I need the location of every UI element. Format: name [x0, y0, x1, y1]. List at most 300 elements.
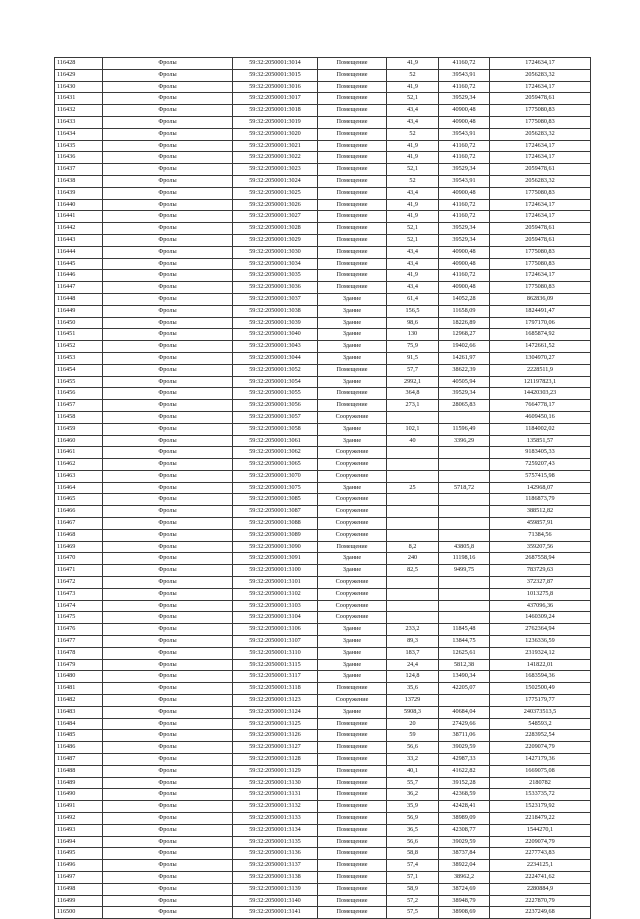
object-type-cell: Помещение: [318, 282, 387, 294]
table-row: [55, 282, 591, 294]
cadastral-value-cell: 2280884,9: [490, 883, 591, 895]
row-number-cell: 116456: [55, 388, 103, 400]
object-type-cell: Помещение: [318, 848, 387, 860]
area-cell: 55,7: [387, 777, 439, 789]
cadastral-number-cell: 59:32:2050001:3040: [233, 329, 318, 341]
unit-value-cell: 39529,34: [439, 388, 490, 400]
locality-cell: Фролы: [103, 293, 233, 305]
cadastral-value-cell: 1775080,83: [490, 116, 591, 128]
cadastral-value-cell: 2218479,22: [490, 813, 591, 825]
area-cell: 89,3: [387, 636, 439, 648]
object-type-cell: Помещение: [318, 754, 387, 766]
cadastral-number-cell: 59:32:2050001:3125: [233, 718, 318, 730]
cadastral-value-cell: 1775080,83: [490, 246, 591, 258]
locality-cell: Фролы: [103, 518, 233, 530]
area-cell: [387, 470, 439, 482]
table-row: [55, 258, 591, 270]
area-cell: 41,9: [387, 81, 439, 93]
locality-cell: Фролы: [103, 282, 233, 294]
cadastral-number-cell: 59:32:2050001:3028: [233, 223, 318, 235]
table-row: [55, 730, 591, 742]
locality-cell: Фролы: [103, 541, 233, 553]
unit-value-cell: [439, 577, 490, 589]
unit-value-cell: 39029,59: [439, 742, 490, 754]
area-cell: 56,6: [387, 742, 439, 754]
locality-cell: Фролы: [103, 459, 233, 471]
object-type-cell: Помещение: [318, 140, 387, 152]
table-row: [55, 423, 591, 435]
locality-cell: Фролы: [103, 352, 233, 364]
cadastral-number-cell: 59:32:2050001:3014: [233, 58, 318, 70]
unit-value-cell: 39529,34: [439, 223, 490, 235]
area-cell: 8,2: [387, 541, 439, 553]
locality-cell: Фролы: [103, 128, 233, 140]
row-number-cell: 116483: [55, 706, 103, 718]
row-number-cell: 116496: [55, 860, 103, 872]
area-cell: 59: [387, 730, 439, 742]
row-number-cell: 116494: [55, 836, 103, 848]
area-cell: [387, 518, 439, 530]
cadastral-number-cell: 59:32:2050001:3110: [233, 647, 318, 659]
row-number-cell: 116458: [55, 411, 103, 423]
row-number-cell: 116459: [55, 423, 103, 435]
object-type-cell: Помещение: [318, 199, 387, 211]
object-type-cell: Помещение: [318, 730, 387, 742]
row-number-cell: 116485: [55, 730, 103, 742]
row-number-cell: 116439: [55, 187, 103, 199]
unit-value-cell: 41160,72: [439, 211, 490, 223]
object-type-cell: Сооружение: [318, 494, 387, 506]
row-number-cell: 116446: [55, 270, 103, 282]
unit-value-cell: 41160,72: [439, 140, 490, 152]
row-number-cell: 116499: [55, 895, 103, 907]
locality-cell: Фролы: [103, 234, 233, 246]
locality-cell: Фролы: [103, 199, 233, 211]
object-type-cell: Помещение: [318, 801, 387, 813]
area-cell: 40,1: [387, 765, 439, 777]
cadastral-number-cell: 59:32:2050001:3090: [233, 541, 318, 553]
locality-cell: Фролы: [103, 364, 233, 376]
table-row: [55, 246, 591, 258]
cadastral-value-cell: 2234125,1: [490, 860, 591, 872]
cadastral-value-cell: 71384,56: [490, 529, 591, 541]
unit-value-cell: [439, 529, 490, 541]
row-number-cell: 116442: [55, 223, 103, 235]
object-type-cell: Здание: [318, 706, 387, 718]
cadastral-value-cell: 4609450,16: [490, 411, 591, 423]
unit-value-cell: [439, 600, 490, 612]
locality-cell: Фролы: [103, 777, 233, 789]
cadastral-value-cell: 1013275,8: [490, 588, 591, 600]
cadastral-value-cell: 437096,36: [490, 600, 591, 612]
row-number-cell: 116434: [55, 128, 103, 140]
area-cell: 24,4: [387, 659, 439, 671]
table-row: [55, 506, 591, 518]
cadastral-value-cell: 388512,82: [490, 506, 591, 518]
row-number-cell: 116469: [55, 541, 103, 553]
unit-value-cell: 38622,39: [439, 364, 490, 376]
object-type-cell: Здание: [318, 376, 387, 388]
object-type-cell: Помещение: [318, 718, 387, 730]
unit-value-cell: 5718,72: [439, 482, 490, 494]
unit-value-cell: [439, 695, 490, 707]
cadastral-value-cell: 1724634,17: [490, 58, 591, 70]
area-cell: 52,1: [387, 164, 439, 176]
area-cell: 5908,3: [387, 706, 439, 718]
row-number-cell: 116447: [55, 282, 103, 294]
cadastral-number-cell: 59:32:2050001:3027: [233, 211, 318, 223]
row-number-cell: 116431: [55, 93, 103, 105]
cadastral-number-cell: 59:32:2050001:3035: [233, 270, 318, 282]
object-type-cell: Сооружение: [318, 577, 387, 589]
table-row: [55, 624, 591, 636]
unit-value-cell: 14052,28: [439, 293, 490, 305]
locality-cell: Фролы: [103, 659, 233, 671]
row-number-cell: 116433: [55, 116, 103, 128]
object-type-cell: Здание: [318, 305, 387, 317]
area-cell: 57,5: [387, 907, 439, 919]
row-number-cell: 116440: [55, 199, 103, 211]
object-type-cell: Сооружение: [318, 588, 387, 600]
table-row: [55, 871, 591, 883]
object-type-cell: Здание: [318, 647, 387, 659]
area-cell: 102,1: [387, 423, 439, 435]
object-type-cell: Помещение: [318, 895, 387, 907]
table-row: [55, 81, 591, 93]
table-row: [55, 128, 591, 140]
locality-cell: Фролы: [103, 754, 233, 766]
row-number-cell: 116498: [55, 883, 103, 895]
area-cell: 52: [387, 128, 439, 140]
object-type-cell: Сооружение: [318, 459, 387, 471]
object-type-cell: Помещение: [318, 58, 387, 70]
table-row: [55, 164, 591, 176]
table-row: [55, 470, 591, 482]
row-number-cell: 116464: [55, 482, 103, 494]
unit-value-cell: [439, 411, 490, 423]
locality-cell: Фролы: [103, 482, 233, 494]
row-number-cell: 116486: [55, 742, 103, 754]
row-number-cell: 116490: [55, 789, 103, 801]
locality-cell: Фролы: [103, 116, 233, 128]
table-row: [55, 765, 591, 777]
object-type-cell: Помещение: [318, 871, 387, 883]
table-body: [55, 58, 591, 919]
object-type-cell: Здание: [318, 671, 387, 683]
cadastral-number-cell: 59:32:2050001:3123: [233, 695, 318, 707]
area-cell: [387, 411, 439, 423]
area-cell: 156,5: [387, 305, 439, 317]
cadastral-value-cell: 1533735,72: [490, 789, 591, 801]
unit-value-cell: 42368,59: [439, 789, 490, 801]
object-type-cell: Сооружение: [318, 447, 387, 459]
cadastral-number-cell: 59:32:2050001:3141: [233, 907, 318, 919]
row-number-cell: 116445: [55, 258, 103, 270]
table-row: [55, 907, 591, 919]
locality-cell: Фролы: [103, 706, 233, 718]
cadastral-number-cell: 59:32:2050001:3130: [233, 777, 318, 789]
cadastral-number-cell: 59:32:2050001:3102: [233, 588, 318, 600]
locality-cell: Фролы: [103, 152, 233, 164]
locality-cell: Фролы: [103, 848, 233, 860]
locality-cell: Фролы: [103, 647, 233, 659]
table-row: [55, 376, 591, 388]
unit-value-cell: 40900,48: [439, 105, 490, 117]
table-row: [55, 836, 591, 848]
cadastral-value-cell: 1472661,52: [490, 341, 591, 353]
row-number-cell: 116465: [55, 494, 103, 506]
area-cell: 57,7: [387, 364, 439, 376]
cadastral-value-cell: 1502500,49: [490, 683, 591, 695]
table-row: [55, 636, 591, 648]
object-type-cell: Сооружение: [318, 518, 387, 530]
locality-cell: Фролы: [103, 813, 233, 825]
cadastral-number-cell: 59:32:2050001:3140: [233, 895, 318, 907]
area-cell: 52,1: [387, 223, 439, 235]
table-row: [55, 175, 591, 187]
locality-cell: Фролы: [103, 211, 233, 223]
cadastral-number-cell: 59:32:2050001:3039: [233, 317, 318, 329]
cadastral-number-cell: 59:32:2050001:3058: [233, 423, 318, 435]
locality-cell: Фролы: [103, 58, 233, 70]
unit-value-cell: 38948,79: [439, 895, 490, 907]
unit-value-cell: 41160,72: [439, 58, 490, 70]
area-cell: 43,4: [387, 116, 439, 128]
unit-value-cell: 39152,28: [439, 777, 490, 789]
table-row: [55, 565, 591, 577]
object-type-cell: Помещение: [318, 116, 387, 128]
table-row: [55, 801, 591, 813]
locality-cell: Фролы: [103, 824, 233, 836]
locality-cell: Фролы: [103, 423, 233, 435]
unit-value-cell: 11845,48: [439, 624, 490, 636]
cadastral-number-cell: 59:32:2050001:3134: [233, 824, 318, 836]
cadastral-number-cell: 59:32:2050001:3091: [233, 553, 318, 565]
row-number-cell: 116475: [55, 612, 103, 624]
area-cell: 56,9: [387, 813, 439, 825]
area-cell: 57,1: [387, 871, 439, 883]
cadastral-value-cell: 14420303,23: [490, 388, 591, 400]
table-row: [55, 541, 591, 553]
object-type-cell: Помещение: [318, 777, 387, 789]
unit-value-cell: 11198,16: [439, 553, 490, 565]
object-type-cell: Помещение: [318, 258, 387, 270]
locality-cell: Фролы: [103, 388, 233, 400]
object-type-cell: Помещение: [318, 388, 387, 400]
cadastral-value-cell: 2056283,32: [490, 175, 591, 187]
object-type-cell: Помещение: [318, 128, 387, 140]
cadastral-value-cell: 1775080,83: [490, 258, 591, 270]
unit-value-cell: 14261,97: [439, 352, 490, 364]
locality-cell: Фролы: [103, 400, 233, 412]
cadastral-number-cell: 59:32:2050001:3136: [233, 848, 318, 860]
unit-value-cell: [439, 588, 490, 600]
cadastral-value-cell: 1184002,02: [490, 423, 591, 435]
area-cell: 57,4: [387, 860, 439, 872]
table-row: [55, 529, 591, 541]
object-type-cell: Здание: [318, 293, 387, 305]
row-number-cell: 116477: [55, 636, 103, 648]
row-number-cell: 116452: [55, 341, 103, 353]
table-row: [55, 447, 591, 459]
object-type-cell: Здание: [318, 423, 387, 435]
object-type-cell: Здание: [318, 341, 387, 353]
row-number-cell: 116451: [55, 329, 103, 341]
table-row: [55, 388, 591, 400]
table-row: [55, 58, 591, 70]
row-number-cell: 116437: [55, 164, 103, 176]
unit-value-cell: 18226,89: [439, 317, 490, 329]
cadastral-number-cell: 59:32:2050001:3133: [233, 813, 318, 825]
cadastral-value-cell: 2237249,68: [490, 907, 591, 919]
unit-value-cell: 40505,94: [439, 376, 490, 388]
object-type-cell: Помещение: [318, 364, 387, 376]
unit-value-cell: 42428,41: [439, 801, 490, 813]
area-cell: [387, 506, 439, 518]
locality-cell: Фролы: [103, 624, 233, 636]
unit-value-cell: 41160,72: [439, 199, 490, 211]
area-cell: [387, 459, 439, 471]
unit-value-cell: 39543,91: [439, 128, 490, 140]
cadastral-value-cell: 1775080,83: [490, 282, 591, 294]
locality-cell: Фролы: [103, 246, 233, 258]
area-cell: 52,1: [387, 234, 439, 246]
table-row: [55, 659, 591, 671]
area-cell: [387, 612, 439, 624]
cadastral-number-cell: 59:32:2050001:3026: [233, 199, 318, 211]
cadastral-number-cell: 59:32:2050001:3128: [233, 754, 318, 766]
table-row: [55, 494, 591, 506]
cadastral-value-cell: 2056283,32: [490, 69, 591, 81]
locality-cell: Фролы: [103, 447, 233, 459]
cadastral-value-cell: 2059478,61: [490, 164, 591, 176]
cadastral-value-cell: 1724634,17: [490, 152, 591, 164]
cadastral-number-cell: 59:32:2050001:3070: [233, 470, 318, 482]
locality-cell: Фролы: [103, 789, 233, 801]
unit-value-cell: 39529,34: [439, 234, 490, 246]
object-type-cell: Помещение: [318, 824, 387, 836]
table-row: [55, 400, 591, 412]
unit-value-cell: [439, 518, 490, 530]
locality-cell: Фролы: [103, 577, 233, 589]
object-type-cell: Помещение: [318, 883, 387, 895]
cadastral-number-cell: 59:32:2050001:3024: [233, 175, 318, 187]
cadastral-value-cell: 240373513,5: [490, 706, 591, 718]
row-number-cell: 116495: [55, 848, 103, 860]
row-number-cell: 116428: [55, 58, 103, 70]
unit-value-cell: 5812,38: [439, 659, 490, 671]
unit-value-cell: 40900,48: [439, 246, 490, 258]
row-number-cell: 116481: [55, 683, 103, 695]
unit-value-cell: 39543,91: [439, 69, 490, 81]
area-cell: 58,9: [387, 883, 439, 895]
locality-cell: Фролы: [103, 871, 233, 883]
row-number-cell: 116435: [55, 140, 103, 152]
unit-value-cell: 28065,83: [439, 400, 490, 412]
object-type-cell: Помещение: [318, 211, 387, 223]
unit-value-cell: 43805,8: [439, 541, 490, 553]
row-number-cell: 116497: [55, 871, 103, 883]
unit-value-cell: 12968,27: [439, 329, 490, 341]
object-type-cell: Помещение: [318, 164, 387, 176]
table-row: [55, 341, 591, 353]
locality-cell: Фролы: [103, 506, 233, 518]
object-type-cell: Помещение: [318, 400, 387, 412]
cadastral-number-cell: 59:32:2050001:3107: [233, 636, 318, 648]
cadastral-value-cell: 5757415,98: [490, 470, 591, 482]
row-number-cell: 116500: [55, 907, 103, 919]
cadastral-number-cell: 59:32:2050001:3087: [233, 506, 318, 518]
cadastral-number-cell: 59:32:2050001:3052: [233, 364, 318, 376]
area-cell: 130: [387, 329, 439, 341]
locality-cell: Фролы: [103, 565, 233, 577]
unit-value-cell: 13844,75: [439, 636, 490, 648]
table-row: [55, 459, 591, 471]
cadastral-number-cell: 59:32:2050001:3061: [233, 435, 318, 447]
object-type-cell: Помещение: [318, 223, 387, 235]
unit-value-cell: [439, 470, 490, 482]
table-row: [55, 482, 591, 494]
cadastral-number-cell: 59:32:2050001:3126: [233, 730, 318, 742]
row-number-cell: 116479: [55, 659, 103, 671]
object-type-cell: Помещение: [318, 742, 387, 754]
table-row: [55, 270, 591, 282]
cadastral-number-cell: 59:32:2050001:3055: [233, 388, 318, 400]
cadastral-value-cell: 1236336,59: [490, 636, 591, 648]
locality-cell: Фролы: [103, 895, 233, 907]
cadastral-value-cell: 135851,57: [490, 435, 591, 447]
area-cell: [387, 447, 439, 459]
cadastral-number-cell: 59:32:2050001:3021: [233, 140, 318, 152]
cadastral-value-cell: 862836,09: [490, 293, 591, 305]
row-number-cell: 116488: [55, 765, 103, 777]
unit-value-cell: 12625,61: [439, 647, 490, 659]
area-cell: [387, 600, 439, 612]
cadastral-value-cell: 372327,87: [490, 577, 591, 589]
object-type-cell: Помещение: [318, 246, 387, 258]
object-type-cell: Помещение: [318, 81, 387, 93]
row-number-cell: 116468: [55, 529, 103, 541]
row-number-cell: 116478: [55, 647, 103, 659]
unit-value-cell: [439, 459, 490, 471]
cadastral-number-cell: 59:32:2050001:3057: [233, 411, 318, 423]
table-row: [55, 647, 591, 659]
table-row: [55, 789, 591, 801]
cadastral-number-cell: 59:32:2050001:3020: [233, 128, 318, 140]
unit-value-cell: 27429,66: [439, 718, 490, 730]
table-row: [55, 883, 591, 895]
unit-value-cell: 41160,72: [439, 152, 490, 164]
object-type-cell: Помещение: [318, 836, 387, 848]
object-type-cell: Здание: [318, 352, 387, 364]
cadastral-number-cell: 59:32:2050001:3018: [233, 105, 318, 117]
cadastral-value-cell: 2209074,79: [490, 836, 591, 848]
row-number-cell: 116491: [55, 801, 103, 813]
table-row: [55, 824, 591, 836]
area-cell: 35,9: [387, 801, 439, 813]
row-number-cell: 116484: [55, 718, 103, 730]
table-row: [55, 706, 591, 718]
object-type-cell: Помещение: [318, 93, 387, 105]
row-number-cell: 116493: [55, 824, 103, 836]
unit-value-cell: 38989,09: [439, 813, 490, 825]
row-number-cell: 116444: [55, 246, 103, 258]
object-type-cell: Помещение: [318, 234, 387, 246]
cadastral-value-cell: 459857,91: [490, 518, 591, 530]
locality-cell: Фролы: [103, 305, 233, 317]
locality-cell: Фролы: [103, 329, 233, 341]
unit-value-cell: 42205,07: [439, 683, 490, 695]
